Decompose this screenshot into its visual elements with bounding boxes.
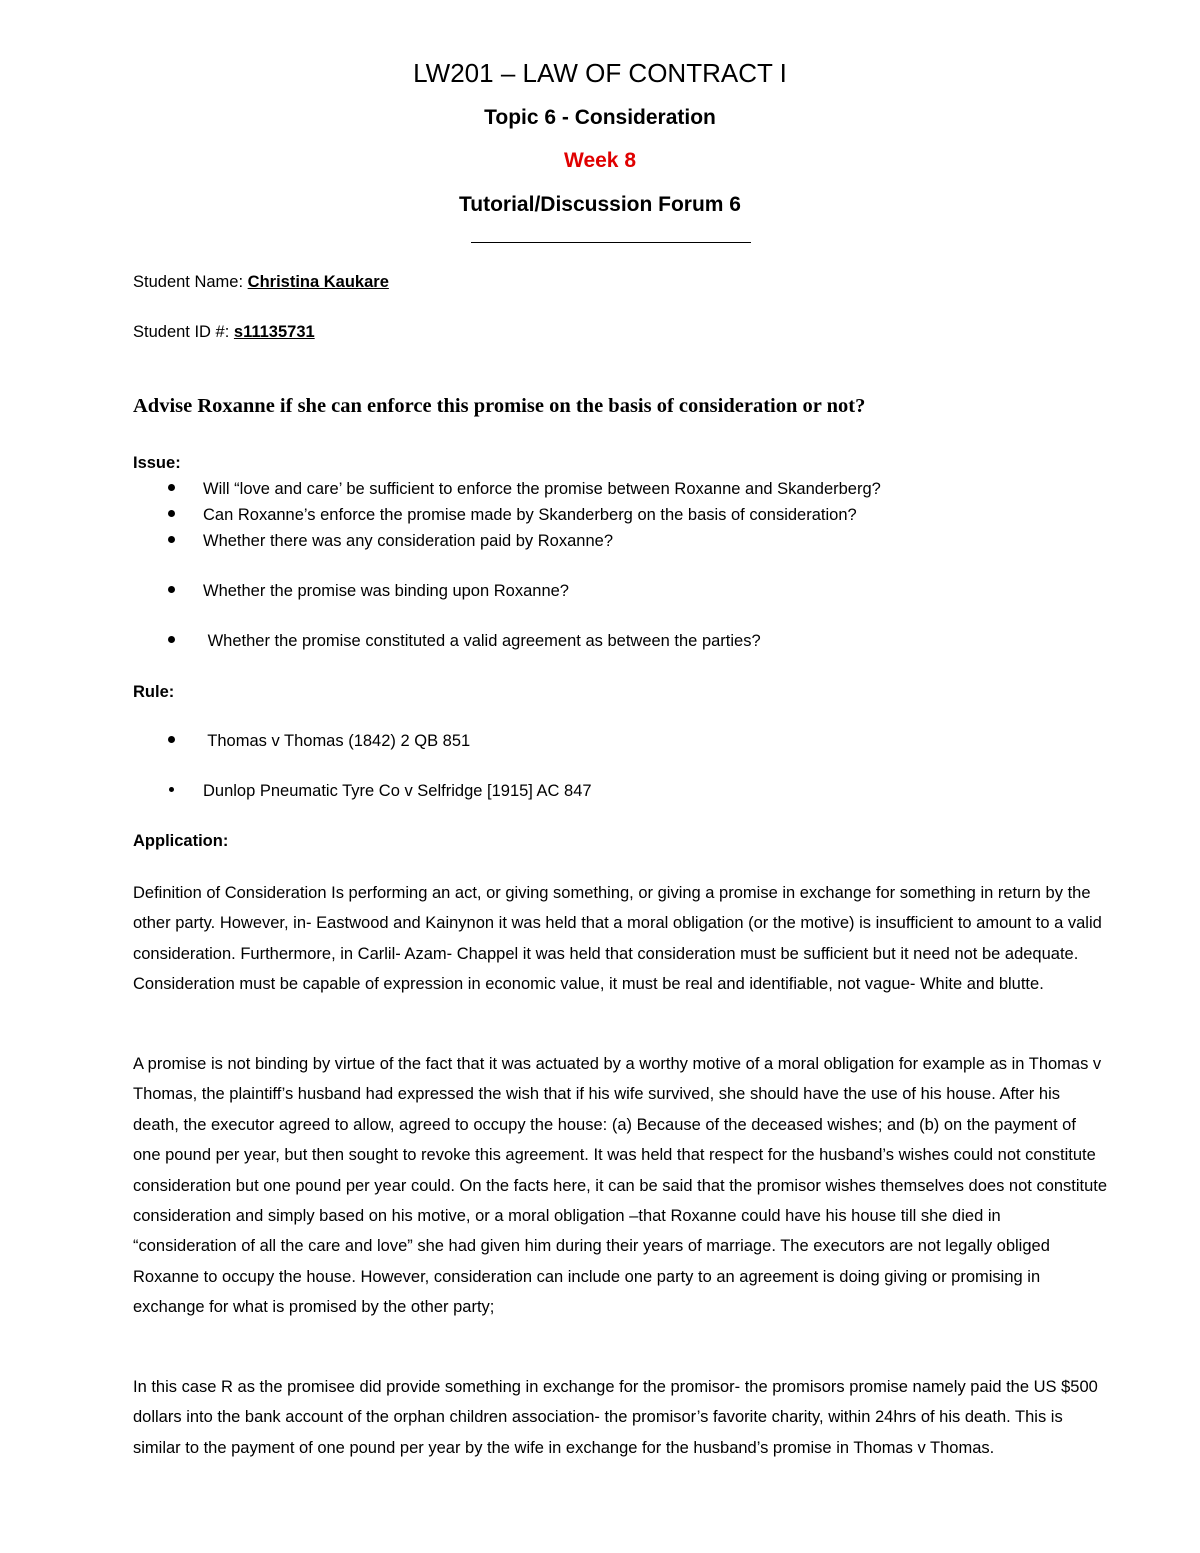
issue-item-text: Whether the promise constituted a valid agreement as between the parties? xyxy=(203,632,761,650)
bullet-icon xyxy=(168,510,175,517)
student-name-row xyxy=(133,273,389,292)
student-id-label: Student ID #: xyxy=(133,323,234,341)
bullet-icon xyxy=(169,787,174,792)
forum-heading: Tutorial/Discussion Forum 6 xyxy=(459,193,741,216)
rule-heading: Rule: xyxy=(133,683,175,701)
issue-item xyxy=(168,506,857,525)
bullet-icon xyxy=(168,636,175,643)
rule-item xyxy=(168,782,592,801)
bullet-icon xyxy=(168,736,175,743)
student-name-label: Student Name: xyxy=(133,273,248,291)
issue-item-text: Can Roxanne’s enforce the promise made by Skanderberg on the basis of consideration? xyxy=(203,506,857,524)
issue-item-text: Will “love and care’ be sufficient to enforce the promise between Roxanne and Skanderberg? xyxy=(203,480,881,498)
rule-item-text: Dunlop Pneumatic Tyre Co v Selfridge [1915] AC 847 xyxy=(203,782,592,800)
document-title: LW201 – LAW OF CONTRACT I xyxy=(413,58,787,88)
bullet-icon xyxy=(168,536,175,543)
rule-item-text: Thomas v Thomas (1842) 2 QB 851 xyxy=(203,732,471,750)
student-name-value: Christina Kaukare xyxy=(247,273,389,291)
application-paragraph: Definition of Consideration Is performing an act, or giving something, or giving a promise in exchange for something in return by the other party. However, in- Eastwood and Kainynon it was held that a moral obligation (or the motive) is insufficient to amount to a valid consideration. Furthermore, in Carlil- Azam- Chappel it was held that consideration must be sufficient but it need not be adequate. Consideration must be capable of expression in economic value, it must be real and identifiable, not vague- White and blutte. xyxy=(133,884,1102,994)
bullet-icon xyxy=(168,586,175,593)
title-divider xyxy=(471,242,751,243)
issue-item xyxy=(168,532,613,551)
issue-heading: Issue: xyxy=(133,454,181,472)
issue-item xyxy=(168,582,569,601)
topic-heading: Topic 6 - Consideration xyxy=(484,106,716,129)
issue-item-text: Whether the promise was binding upon Roxanne? xyxy=(203,582,569,600)
issue-item xyxy=(168,480,881,499)
bullet-icon xyxy=(168,484,175,491)
issue-item-text: Whether there was any consideration paid by Roxanne? xyxy=(203,532,613,550)
application-paragraph: In this case R as the promisee did provide something in exchange for the promisor- the promisors promise namely paid the US $500 dollars into the bank account of the orphan children association- the promisor’s favorite charity, within 24hrs of his death. This is similar to the payment of one pound per year by the wife in exchange for the husband’s promise in Thomas v Thomas. xyxy=(133,1378,1098,1457)
student-id-value: s11135731 xyxy=(233,323,315,341)
question-heading: Advise Roxanne if she can enforce this promise on the basis of consideration or not? xyxy=(133,395,866,417)
week-heading: Week 8 xyxy=(564,149,636,172)
rule-item xyxy=(168,732,470,751)
student-id-row xyxy=(133,323,315,342)
issue-item xyxy=(168,632,761,651)
application-heading: Application: xyxy=(133,832,229,850)
application-paragraph: A promise is not binding by virtue of the fact that it was actuated by a worthy motive of a moral obligation for example as in Thomas v Thomas, the plaintiff’s husband had expressed the wish that if his wife survived, she should have the use of his house. After his death, the executor agreed to allow, agreed to occupy the house: (a) Because of the deceased wishes; and (b) on the payment of one pound per year, but then sought to revoke this agreement. It was held that respect for the husband’s wishes could not constitute consideration but one pound per year could. On the facts here, it can be said that the promisor wishes themselves does not constitute consideration and simply based on his motive, or a moral obligation –that Roxanne could have his house till she died in “consideration of all the care and love” she had given him during their years of marriage. The executors are not legally obliged Roxanne to occupy the house. However, consideration can include one party to an agreement is doing giving or promising in exchange for what is promised by the other party; xyxy=(133,1055,1108,1317)
